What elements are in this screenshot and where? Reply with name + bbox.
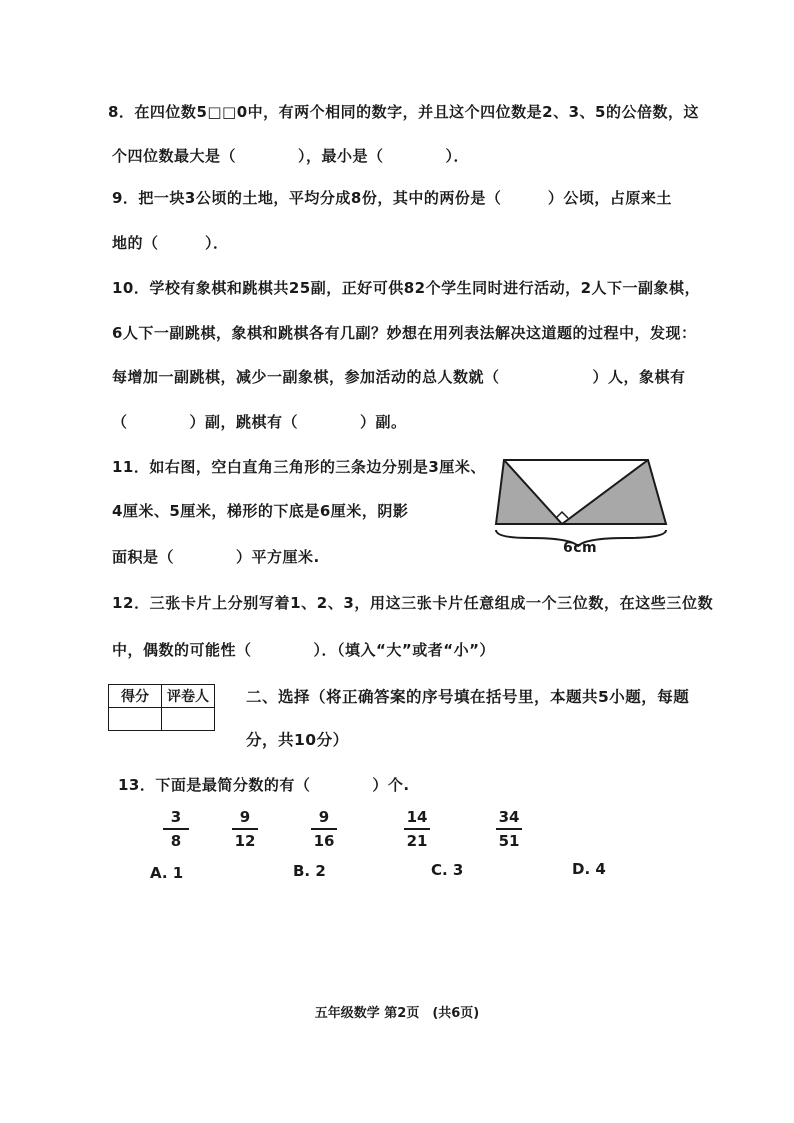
q10-line1: 10．学校有象棋和跳棋共25副，正好可供82个学生同时进行活动，2人下一副象棋， (112, 279, 701, 297)
option-c: C. 3 (431, 861, 464, 879)
q10-line4: （ ）副，跳棋有（ ）副。 (112, 413, 407, 431)
grader-cell (162, 708, 215, 731)
fraction-item (228, 808, 262, 850)
score-cell (109, 708, 162, 731)
section2-line1: 二、选择（将正确答案的序号填在括号里，本题共5小题，每题 (246, 688, 690, 706)
q13-line1: 13．下面是最简分数的有（ ）个. (118, 776, 410, 794)
fraction-numerator: 9 (239, 808, 251, 826)
option-b: B. 2 (293, 862, 326, 880)
fraction-denominator: 51 (498, 832, 520, 850)
figure-width-label: 6cm (563, 540, 598, 556)
score-header: 得分 (109, 685, 162, 708)
fraction-item (400, 808, 434, 850)
fraction-bar (311, 828, 337, 830)
q10-line2: 6人下一副跳棋，象棋和跳棋各有几副？妙想在用列表法解决这道题的过程中，发现： (112, 324, 697, 342)
fraction-bar (404, 828, 430, 830)
fraction-numerator: 3 (170, 808, 182, 826)
q12-line1: 12．三张卡片上分别写着1、2、3，用这三张卡片任意组成一个三位数，在这些三位数 (112, 594, 714, 612)
fraction-numerator: 14 (406, 808, 428, 826)
right-angle-mark (556, 512, 568, 518)
option-a: A. 1 (150, 864, 184, 882)
fraction-item (307, 808, 341, 850)
q12-line2: 中，偶数的可能性（ ）．（填入“大”或者“小”） (112, 641, 495, 659)
q11-line2: 4厘米、5厘米，梯形的下底是6厘米，阴影 (112, 502, 409, 520)
fraction-bar (496, 828, 522, 830)
q11-line1: 11．如右图，空白直角三角形的三条边分别是3厘米、 (112, 458, 486, 476)
option-d: D. 4 (572, 860, 606, 878)
fraction-numerator: 9 (318, 808, 330, 826)
fraction-bar (163, 828, 189, 830)
q8-line1: 8．在四位数5□□0中，有两个相同的数字，并且这个四位数是2、3、5的公倍数，这 (108, 103, 699, 121)
fraction-item (492, 808, 526, 850)
fraction-item (159, 808, 193, 850)
page-footer: 五年级数学 第2页 (共6页) (314, 1006, 480, 1021)
q10-line3: 每增加一副跳棋，减少一副象棋，参加活动的总人数就（ ）人，象棋有 (112, 368, 686, 386)
q8-line2: 个四位数最大是（ ），最小是（ ）． (112, 147, 470, 165)
fraction-numerator: 34 (498, 808, 520, 826)
section2-line2: 分，共10分） (246, 731, 349, 749)
grader-header: 评卷人 (162, 685, 215, 708)
fraction-bar (232, 828, 258, 830)
q9-line1: 9．把一块3公顷的土地，平均分成8份，其中的两份是（ ）公顷，占原来土 (112, 189, 672, 207)
fraction-denominator: 8 (170, 832, 182, 850)
fraction-denominator: 12 (234, 832, 256, 850)
score-table (108, 684, 215, 731)
q11-line3: 面积是（ ）平方厘米. (112, 548, 320, 566)
fraction-denominator: 21 (406, 832, 428, 850)
q9-line2: 地的（ ）． (112, 234, 229, 252)
fraction-denominator: 16 (313, 832, 335, 850)
